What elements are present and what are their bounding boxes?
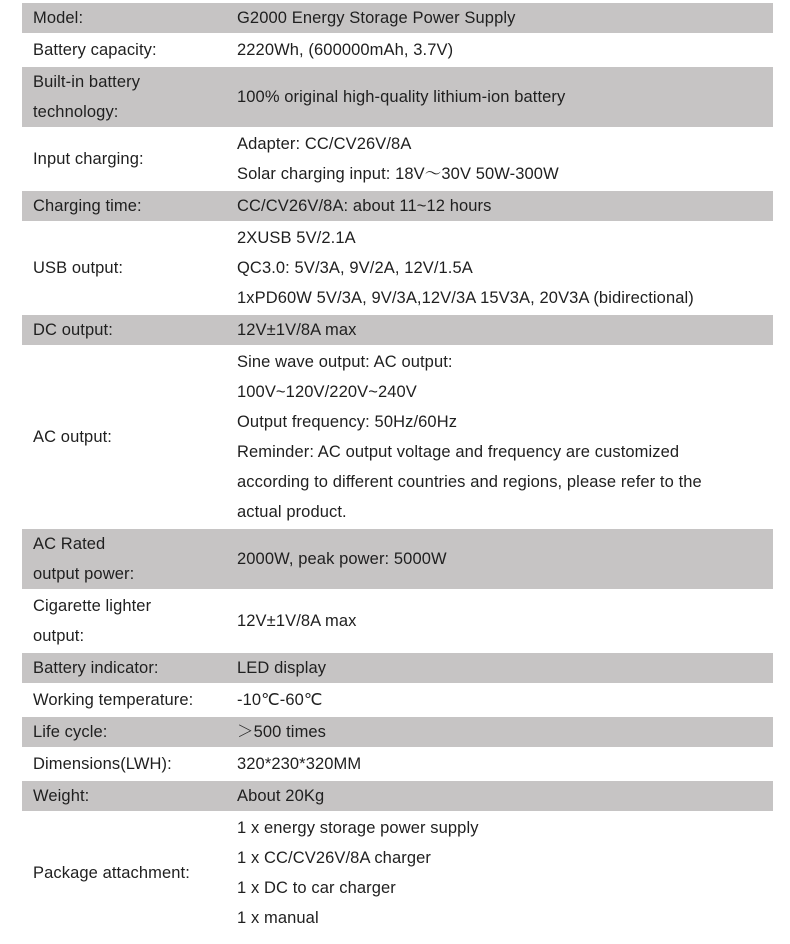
spec-value xyxy=(237,223,773,313)
spec-value xyxy=(237,129,773,189)
spec-label-line: Model: xyxy=(33,9,84,27)
spec-value-line: 100V~120V/220V~240V xyxy=(237,383,417,401)
spec-value-line: 2220Wh, (600000mAh, 3.7V) xyxy=(237,41,454,59)
spec-value-line: ＞500 times xyxy=(237,723,327,741)
spec-label xyxy=(22,813,237,933)
spec-value xyxy=(237,67,773,127)
table-row xyxy=(22,653,773,683)
spec-label xyxy=(22,3,237,33)
spec-value-line: 1xPD60W 5V/3A, 9V/3A,12V/3A 15V3A, 20V3A (bidirectional) xyxy=(237,289,694,307)
spec-label-line: Package attachment: xyxy=(33,864,190,882)
spec-value-line: Output frequency: 50Hz/60Hz xyxy=(237,413,458,431)
spec-value-line: 1 x manual xyxy=(237,909,319,927)
spec-label xyxy=(22,781,237,811)
spec-label-line: Battery indicator: xyxy=(33,659,159,677)
spec-label-line: Life cycle: xyxy=(33,723,108,741)
spec-label xyxy=(22,529,237,589)
spec-value-line: 12V±1V/8A max xyxy=(237,612,357,630)
spec-label-line: Built-in battery xyxy=(33,73,141,91)
spec-label-line: technology: xyxy=(33,103,119,121)
spec-label-line: Weight: xyxy=(33,787,90,805)
table-row xyxy=(22,129,773,189)
spec-label-line: DC output: xyxy=(33,321,113,339)
spec-table xyxy=(22,3,773,933)
spec-value xyxy=(237,315,773,345)
table-row xyxy=(22,191,773,221)
spec-value-line: QC3.0: 5V/3A, 9V/2A, 12V/1.5A xyxy=(237,259,473,277)
spec-label-line: Input charging: xyxy=(33,150,144,168)
table-row xyxy=(22,685,773,715)
spec-label xyxy=(22,717,237,747)
spec-label-line: Cigarette lighter xyxy=(33,597,152,615)
spec-value-line: 12V±1V/8A max xyxy=(237,321,357,339)
spec-label-line: AC Rated xyxy=(33,535,106,553)
spec-value-line: 320*230*320MM xyxy=(237,755,362,773)
spec-value xyxy=(237,653,773,683)
spec-value-line: Adapter: CC/CV26V/8A xyxy=(237,135,412,153)
table-row xyxy=(22,347,773,527)
spec-value xyxy=(237,781,773,811)
table-row xyxy=(22,35,773,65)
spec-value xyxy=(237,591,773,651)
table-row xyxy=(22,315,773,345)
spec-label xyxy=(22,35,237,65)
spec-value xyxy=(237,191,773,221)
table-row xyxy=(22,591,773,651)
table-row xyxy=(22,717,773,747)
spec-label-line: USB output: xyxy=(33,259,124,277)
spec-value xyxy=(237,347,773,527)
spec-value-line: About 20Kg xyxy=(237,787,325,805)
spec-label-line: Battery capacity: xyxy=(33,41,157,59)
table-row xyxy=(22,223,773,313)
spec-label xyxy=(22,591,237,651)
spec-value-line: 1 x CC/CV26V/8A charger xyxy=(237,849,431,867)
table-row xyxy=(22,529,773,589)
spec-value-line: -10℃-60℃ xyxy=(237,691,323,709)
spec-label-line: Dimensions(LWH): xyxy=(33,755,172,773)
spec-value xyxy=(237,685,773,715)
table-row xyxy=(22,781,773,811)
spec-label-line: Working temperature: xyxy=(33,691,194,709)
table-row xyxy=(22,813,773,933)
spec-label-line: Charging time: xyxy=(33,197,142,215)
spec-label xyxy=(22,67,237,127)
spec-label xyxy=(22,129,237,189)
spec-value-line: LED display xyxy=(237,659,327,677)
spec-value-line: according to different countries and regions, please refer to the xyxy=(237,473,702,491)
spec-value-line: Solar charging input: 18V～30V 50W-300W xyxy=(237,165,559,183)
spec-value xyxy=(237,35,773,65)
spec-label xyxy=(22,191,237,221)
spec-value-line: actual product. xyxy=(237,503,347,521)
spec-label-line: AC output: xyxy=(33,428,112,446)
spec-label xyxy=(22,685,237,715)
spec-label xyxy=(22,347,237,527)
spec-label-line: output power: xyxy=(33,565,135,583)
table-row xyxy=(22,3,773,33)
spec-value-line: Reminder: AC output voltage and frequency are customized xyxy=(237,443,680,461)
spec-value xyxy=(237,749,773,779)
spec-label xyxy=(22,223,237,313)
table-row xyxy=(22,749,773,779)
spec-value-line: 2XUSB 5V/2.1A xyxy=(237,229,356,247)
spec-value xyxy=(237,529,773,589)
spec-label xyxy=(22,749,237,779)
spec-label xyxy=(22,315,237,345)
spec-value-line: 1 x energy storage power supply xyxy=(237,819,479,837)
spec-value-line: Sine wave output: AC output: xyxy=(237,353,453,371)
spec-label-line: output: xyxy=(33,627,85,645)
spec-label xyxy=(22,653,237,683)
spec-value-line: G2000 Energy Storage Power Supply xyxy=(237,9,516,27)
spec-value-line: 2000W, peak power: 5000W xyxy=(237,550,447,568)
spec-value-line: 1 x DC to car charger xyxy=(237,879,396,897)
spec-value xyxy=(237,3,773,33)
spec-value-line: 100% original high-quality lithium-ion battery xyxy=(237,88,566,106)
spec-value xyxy=(237,717,773,747)
spec-value xyxy=(237,813,773,933)
table-row xyxy=(22,67,773,127)
spec-value-line: CC/CV26V/8A: about 11~12 hours xyxy=(237,197,492,215)
